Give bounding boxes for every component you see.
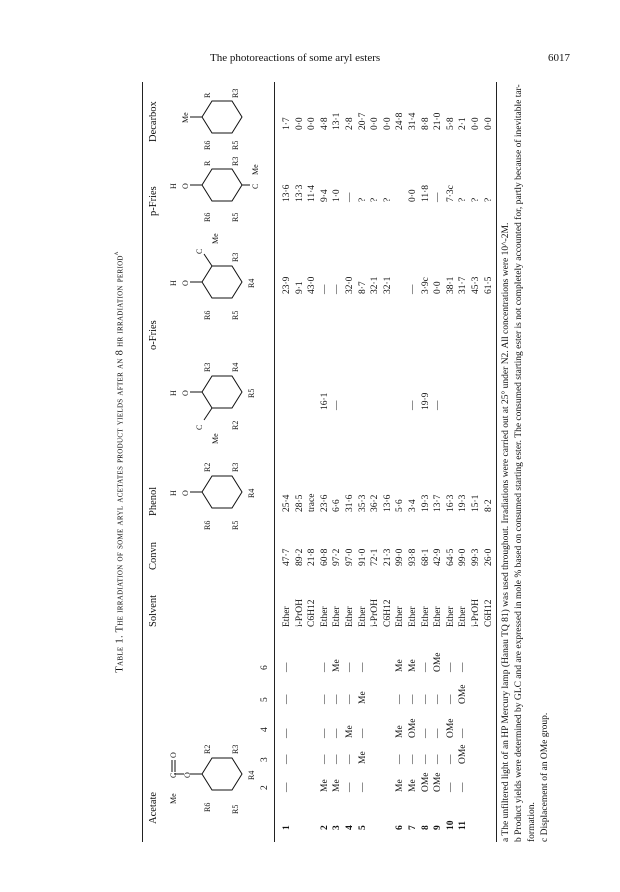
phenol-cell: trace (307, 493, 318, 512)
of2-cell: — (408, 284, 418, 294)
substituent-cell: — (395, 694, 406, 704)
footnote-b: b Product yields were determined by GLC and are expressed in mole % based on consumed starting ester. The consumed starting ester is not completely accounted for, partly because of inevitable tar-formation. (514, 84, 537, 842)
substituent-cell: Me (357, 751, 368, 764)
dc-cell: 0·0 (294, 117, 305, 130)
dc-cell: 8·8 (420, 117, 431, 130)
substituent-cell: — (408, 754, 418, 764)
of2-cell: 38·1 (445, 276, 456, 294)
substituent-cell: — (420, 694, 431, 704)
of2-cell: 32·1 (370, 276, 381, 294)
convn-cell: 60·8 (319, 548, 330, 566)
dc-cell: 13·1 (332, 112, 343, 130)
of1-cell: — (433, 400, 444, 410)
substituent-cell: — (332, 728, 343, 738)
dc-me: Me (181, 112, 190, 123)
pf-cell: 1·0 (332, 189, 343, 202)
convn-cell: 99·3 (471, 548, 481, 566)
convn-cell: 89·2 (294, 548, 305, 566)
phenol-cell: 19·3 (420, 494, 431, 512)
solvent-cell: Ether (408, 606, 418, 627)
pf-cell: — (433, 192, 444, 202)
pf-r2: R (203, 160, 212, 166)
of1-cell: — (408, 400, 418, 410)
phenol-cell: 36·2 (370, 494, 381, 512)
dc-cell: 24·8 (395, 112, 406, 130)
pfries-structure (162, 140, 260, 230)
acetate-r5: R5 (231, 804, 240, 814)
pf-cell: ? (458, 197, 469, 202)
row-number: 6 (395, 825, 406, 830)
substituent-cell: — (345, 694, 355, 704)
substituent-cell: — (420, 662, 431, 672)
pf-cell: 11·8 (420, 184, 431, 202)
dc-r3: R3 (231, 88, 240, 98)
phenol-cell: 35·3 (357, 494, 368, 512)
acetate-me: Me (169, 793, 178, 804)
of1-h: H (169, 390, 178, 396)
pf-c: C (251, 183, 260, 189)
header-rule (274, 82, 275, 842)
of2-cell: 45·3 (471, 276, 481, 294)
substituent-cell: OMe (433, 772, 444, 792)
substituent-cell: — (357, 662, 368, 672)
dc-r: R (203, 92, 212, 98)
col-decarbox: Decarbox (148, 101, 159, 142)
acetate-c: C (169, 772, 178, 778)
substituent-cell: — (319, 694, 330, 704)
solvent-cell: C6H12 (483, 599, 494, 627)
substituent-cell: — (282, 754, 292, 764)
phenol-cell: 23·6 (319, 494, 330, 512)
substituent-cell: — (345, 754, 355, 764)
row-number: 4 (345, 825, 355, 830)
convn-cell: 64·5 (445, 548, 456, 566)
phenol-structure (162, 442, 257, 542)
solvent-cell: i-PrOH (370, 599, 381, 627)
substituent-cell: Me (319, 779, 330, 792)
substituent-cell: — (433, 694, 444, 704)
convn-cell: 26·0 (483, 548, 494, 566)
phenol-o: O (181, 490, 190, 496)
substituent-cell: — (445, 754, 456, 764)
row-number: 1 (282, 825, 292, 830)
of2-cell: 23·9 (282, 276, 292, 294)
of1-r3: R3 (203, 362, 212, 372)
substituent-cell: — (445, 782, 456, 792)
substituent-cell: Me (345, 725, 355, 738)
phenol-cell: 16·3 (445, 494, 456, 512)
phenol-cell: 8·2 (483, 499, 494, 512)
solvent-cell: Ether (332, 606, 343, 627)
caption-text: Table 1. The irradiation of some aryl acetates product yields after an 8 hr irradiation period (114, 255, 126, 673)
pf-cell: ? (382, 197, 393, 202)
dc-r6: R6 (203, 140, 212, 150)
of2-cell: — (332, 284, 343, 294)
solvent-cell: Ether (445, 606, 456, 627)
convn-cell: 97·2 (332, 548, 343, 566)
solvent-cell: Ether (395, 606, 406, 627)
convn-cell: 93·8 (408, 548, 418, 566)
substituent-cell: — (332, 754, 343, 764)
substituent-cell: — (319, 728, 330, 738)
acetate-o: O (183, 772, 192, 778)
acetate-r6: R6 (203, 802, 212, 812)
of2-cell: 43·0 (307, 276, 318, 294)
col-phenol: Phenol (148, 486, 159, 516)
pf-r3: R3 (231, 156, 240, 166)
substituent-cell: — (458, 728, 469, 738)
phenol-cell: 3·4 (408, 499, 418, 512)
solvent-cell: i-PrOH (471, 599, 481, 627)
substituent-cell: — (420, 754, 431, 764)
pf-cell: 11·4 (307, 184, 318, 202)
rotated-table (100, 82, 578, 842)
substituent-cell: Me (395, 725, 406, 738)
phenol-cell: 28·5 (294, 494, 305, 512)
convn-cell: 68·1 (420, 548, 431, 566)
row-number: 9 (433, 825, 444, 830)
substituent-cell: OMe (433, 652, 444, 672)
pf-r5: R5 (231, 212, 240, 222)
substituent-cell: Me (395, 779, 406, 792)
phenol-cell: 15·1 (471, 494, 481, 512)
of2-r6: R6 (203, 310, 212, 320)
pf-h: H (169, 183, 178, 189)
convn-cell: 42·9 (433, 548, 444, 566)
solvent-cell: C6H12 (307, 599, 318, 627)
substituent-cell: — (282, 694, 292, 704)
convn-cell: 99·0 (458, 548, 469, 566)
convn-cell: 97·0 (345, 548, 355, 566)
substituent-cell: — (433, 754, 444, 764)
convn-cell: 21·3 (382, 548, 393, 566)
dc-cell: 0·0 (382, 117, 393, 130)
of2-r5: R5 (231, 310, 240, 320)
substituent-cell: — (282, 662, 292, 672)
substituent-cell: Me (408, 659, 418, 672)
col-ofries: o-Fries (148, 320, 159, 350)
of1-cell: 16·1 (319, 392, 330, 410)
decarbox-structure (162, 82, 257, 152)
pf-cell: 9·4 (319, 189, 330, 202)
pf-cell: ? (357, 197, 368, 202)
acetate-o2: O (169, 752, 178, 758)
pf-me: Me (251, 164, 260, 175)
solvent-cell: Ether (319, 606, 330, 627)
dc-cell: 2·1 (458, 117, 469, 130)
page-number: 6017 (548, 52, 570, 64)
top-rule (142, 82, 143, 842)
convn-cell: 99·0 (395, 548, 406, 566)
running-title: The photoreactions of some aryl esters (210, 52, 381, 64)
substituent-cell: — (408, 694, 418, 704)
pf-cell: 0·0 (408, 189, 418, 202)
position-4: 4 (260, 727, 270, 732)
dc-r5: R5 (231, 140, 240, 150)
acetate-r2: R2 (203, 744, 212, 754)
acetate-structure (162, 714, 257, 834)
solvent-cell: Ether (420, 606, 431, 627)
footnote-a: a The unfiltered light of an HP Mercury lamp (Hanau TQ 81) was used throughout. Irradiations were carried out at 25° under N2. All concentrations were 10^-2M. (501, 222, 511, 842)
table-caption (112, 82, 126, 842)
convn-cell: 72·1 (370, 548, 381, 566)
convn-cell: 91·0 (357, 548, 368, 566)
solvent-cell: Ether (357, 606, 368, 627)
acetate-r4: R4 (247, 770, 256, 780)
footnotes (500, 82, 552, 842)
dc-cell: 31·4 (408, 112, 418, 130)
substituent-cell: — (319, 662, 330, 672)
phenol-h: H (169, 490, 178, 496)
pf-cell: 13·6 (282, 184, 292, 202)
dc-cell: 20·7 (357, 112, 368, 130)
substituent-cell: Me (408, 779, 418, 792)
dc-cell: 0·0 (307, 117, 318, 130)
convn-cell: 21·8 (307, 548, 318, 566)
phenol-cell: 13·6 (382, 494, 393, 512)
caption-sup: a (112, 251, 120, 256)
substituent-cell: Me (332, 659, 343, 672)
position-5: 5 (260, 697, 270, 702)
phenol-r5: R5 (231, 520, 240, 530)
phenol-cell: 6·6 (332, 499, 343, 512)
solvent-cell: Ether (282, 606, 292, 627)
of1-r4: R4 (231, 362, 240, 372)
footnote-c: c Displacement of an OMe group. (540, 712, 550, 842)
substituent-cell: — (282, 782, 292, 792)
pf-r6: R6 (203, 212, 212, 222)
pf-cell: ? (370, 197, 381, 202)
row-number: 11 (458, 821, 469, 830)
phenol-cell: 5·6 (395, 499, 406, 512)
position-3: 3 (260, 757, 270, 762)
row-number: 8 (420, 825, 431, 830)
ofries-structure-1 (162, 342, 257, 452)
solvent-cell: i-PrOH (294, 599, 305, 627)
phenol-r2: R2 (203, 462, 212, 472)
of2-cell: 8·7 (357, 281, 368, 294)
of1-cell: — (332, 400, 343, 410)
substituent-cell: OMe (458, 684, 469, 704)
dc-cell: 0·0 (370, 117, 381, 130)
pf-o: O (181, 183, 190, 189)
of2-cell: 0·0 (433, 281, 444, 294)
phenol-cell: 13·7 (433, 494, 444, 512)
position-2: 2 (260, 785, 270, 790)
row-number: 5 (357, 825, 368, 830)
of2-c: C (195, 248, 204, 254)
substituent-cell: — (345, 662, 355, 672)
row-number: 7 (408, 825, 418, 830)
of1-o: O (181, 390, 190, 396)
of2-me: Me (211, 233, 220, 244)
phenol-cell: 25·4 (282, 494, 292, 512)
substituent-cell: OMe (408, 718, 418, 738)
solvent-cell: C6H12 (382, 599, 393, 627)
row-number: 2 (319, 825, 330, 830)
of1-r5: R5 (247, 388, 256, 398)
pf-cell: — (345, 192, 355, 202)
of2-o: O (181, 280, 190, 286)
dc-cell: 4·8 (319, 117, 330, 130)
substituent-cell: — (345, 782, 355, 792)
substituent-cell: — (319, 754, 330, 764)
acetate-r3: R3 (231, 744, 240, 754)
col-acetate: Acetate (148, 791, 159, 824)
substituent-cell: Me (395, 659, 406, 672)
col-solvent: Solvent (148, 594, 159, 627)
dc-cell: 0·0 (483, 117, 494, 130)
pf-cell: ? (471, 197, 481, 202)
solvent-cell: Ether (458, 606, 469, 627)
of1-me: Me (211, 433, 220, 444)
substituent-cell: — (420, 728, 431, 738)
substituent-cell: — (433, 728, 444, 738)
substituent-cell: — (357, 782, 368, 792)
col-pfries: p-Fries (148, 186, 159, 216)
of1-c: C (195, 424, 204, 430)
of1-cell: 19·9 (420, 392, 431, 410)
substituent-cell: Me (332, 779, 343, 792)
of2-cell: 31·7 (458, 276, 469, 294)
bottom-rule (496, 82, 497, 842)
of2-cell: 61·5 (483, 276, 494, 294)
of2-cell: — (319, 284, 330, 294)
substituent-cell: OMe (445, 718, 456, 738)
dc-cell: 21·0 (433, 112, 444, 130)
of2-cell: 3·9c (420, 277, 431, 294)
of2-r3: R3 (231, 252, 240, 262)
pf-cell: 13·3 (294, 184, 305, 202)
substituent-cell: — (458, 662, 469, 672)
dc-cell: 2·8 (345, 117, 355, 130)
dc-cell: 5·8 (445, 117, 456, 130)
ofries-structure-2 (162, 222, 257, 332)
substituent-cell: — (445, 694, 456, 704)
phenol-cell: 31·6 (345, 494, 355, 512)
solvent-cell: Ether (345, 606, 355, 627)
substituent-cell: — (458, 782, 469, 792)
substituent-cell: — (282, 728, 292, 738)
substituent-cell: — (357, 728, 368, 738)
substituent-cell: — (445, 662, 456, 672)
dc-cell: 1·7 (282, 117, 292, 130)
of2-r4: R4 (247, 278, 256, 288)
row-number: 10 (445, 820, 456, 830)
convn-cell: 47·7 (282, 548, 292, 566)
substituent-cell: — (332, 694, 343, 704)
substituent-cell: Me (357, 691, 368, 704)
row-number: 3 (332, 825, 343, 830)
phenol-cell: 19·3 (458, 494, 469, 512)
of2-cell: 9·1 (294, 281, 305, 294)
position-6: 6 (260, 665, 270, 670)
of2-cell: 32·1 (382, 276, 393, 294)
substituent-cell: — (395, 754, 406, 764)
pf-cell: ? (483, 197, 494, 202)
substituent-cell: OMe (458, 744, 469, 764)
phenol-r3: R3 (231, 462, 240, 472)
solvent-cell: Ether (433, 606, 444, 627)
of2-cell: 32·0 (345, 276, 355, 294)
dc-cell: 0·0 (471, 117, 481, 130)
col-convn: Convn (148, 541, 159, 570)
substituent-cell: OMe (420, 772, 431, 792)
phenol-r4: R4 (247, 488, 256, 498)
of2-h: H (169, 280, 178, 286)
of1-r2: R2 (231, 420, 240, 430)
phenol-r6: R6 (203, 520, 212, 530)
pf-cell: 7·3c (445, 185, 456, 202)
